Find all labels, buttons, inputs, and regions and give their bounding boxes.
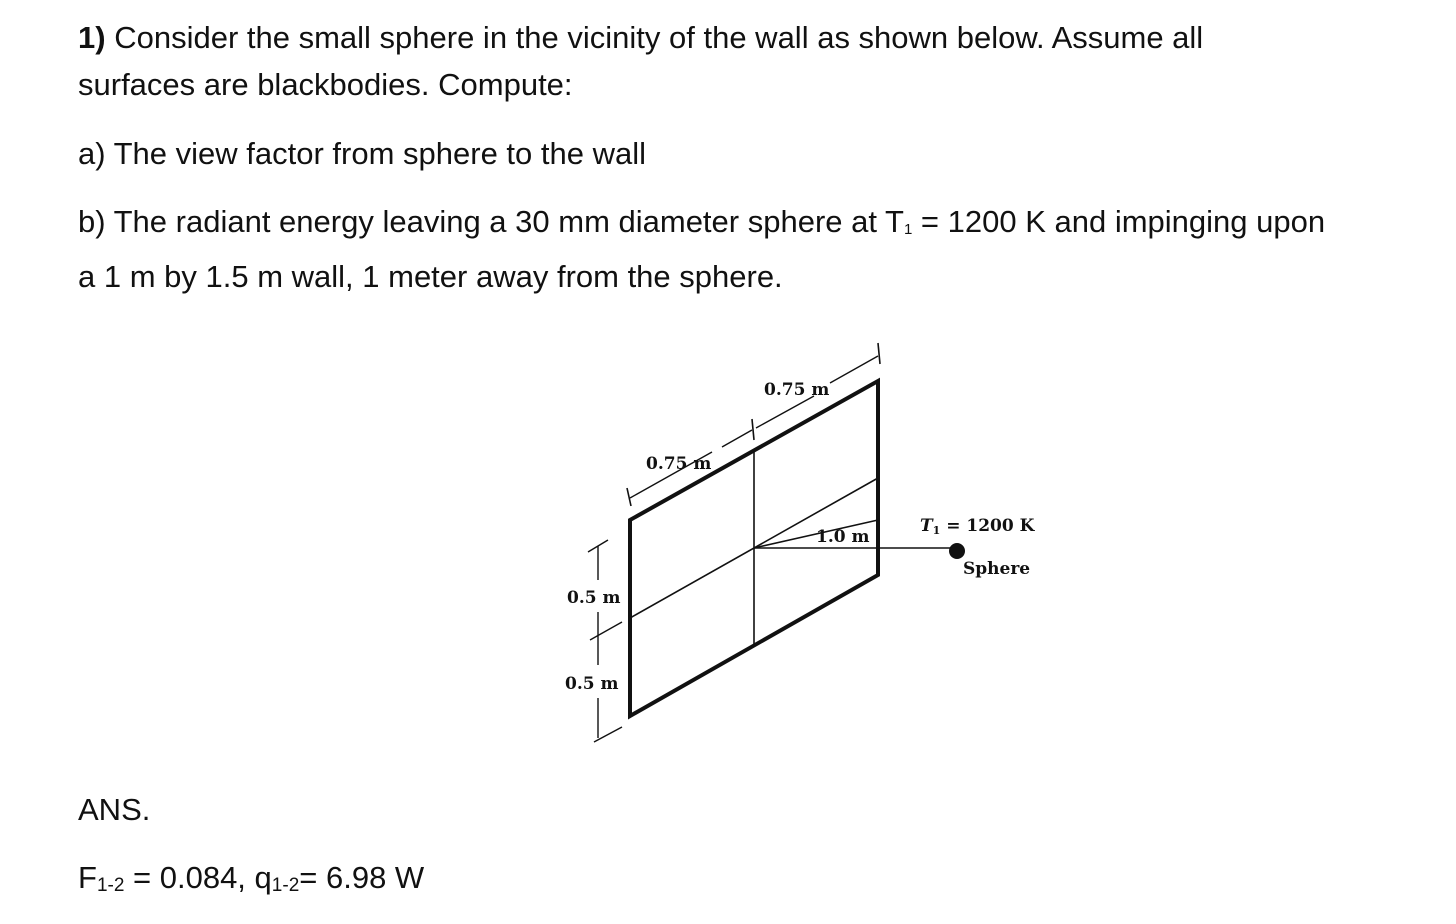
dim-line-top-left-b (722, 430, 752, 447)
answer-f-symbol: F (78, 860, 97, 895)
intro-line-2: surfaces are blackbodies. Compute: (78, 67, 573, 102)
label-top-left-dim: 0.75 m (646, 454, 712, 474)
dim-tick-top-left-2 (752, 419, 754, 440)
label-sphere: Sphere (963, 559, 1031, 579)
answer-label: ANS. (78, 792, 151, 827)
dim-tick-top-right (878, 343, 880, 364)
dim-line-top-right-b (830, 356, 878, 383)
label-upper-half: 0.5 m (567, 588, 621, 608)
answer-values (78, 854, 424, 909)
label-lower-half: 0.5 m (565, 674, 619, 694)
temp-value: = 1200 K (940, 516, 1035, 536)
temp-symbol: T (920, 516, 933, 536)
part-b-line1-pre: b) The radiant energy leaving a 30 mm diameter sphere at T (78, 204, 904, 239)
label-distance: 1.0 m (816, 527, 870, 547)
dim-tick-middle (590, 622, 622, 640)
temp-subscript: 1 (932, 524, 941, 537)
part-b-line1-post: = 1200 K and impinging upon (912, 204, 1326, 239)
answer-f-subscript: 1-2 (96, 875, 125, 896)
part-b-subscript: 1 (903, 221, 913, 238)
intro-line-1: Consider the small sphere in the vicinity of the wall as shown below. Assume all (114, 20, 1204, 55)
answer-q-value: = 6.98 W (299, 860, 425, 895)
label-temperature (920, 516, 1036, 537)
part-b-line2: a 1 m by 1.5 m wall, 1 meter away from the sphere. (78, 259, 783, 294)
answer-f-value: = 0.084, (124, 860, 255, 895)
part-a: a) The view factor from sphere to the wall (78, 136, 647, 171)
sphere-dot (949, 543, 965, 559)
answer-q-symbol: q (254, 860, 272, 895)
label-top-right-dim: 0.75 m (764, 380, 830, 400)
problem-number: 1) (78, 20, 106, 55)
answer-q-subscript: 1-2 (271, 875, 300, 896)
